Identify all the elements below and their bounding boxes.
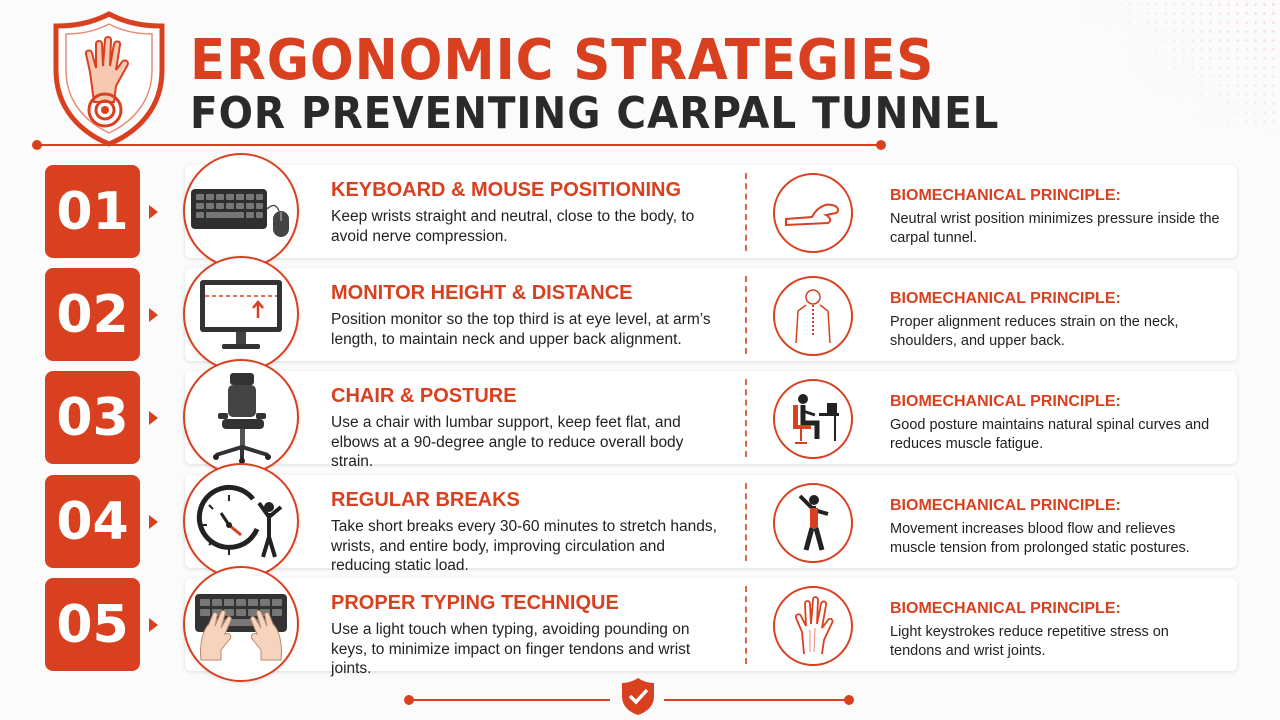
strategy-row-1 <box>45 165 1237 258</box>
keyboard-mouse-icon <box>183 153 299 269</box>
strategy-description: Take short breaks every 30-60 minutes to stretch hands, wrists, and entire body, improving circulation and reducing static load. <box>331 518 717 574</box>
arrow-icon <box>149 411 158 425</box>
principle-label: BIOMECHANICAL PRINCIPLE: <box>890 497 1121 514</box>
strategy-title: REGULAR BREAKS <box>331 489 520 511</box>
footer-divider-right <box>664 699 848 701</box>
principle-text: Light keystrokes reduce repetitive stress on tendons and wrist joints. <box>890 624 1169 659</box>
timer-stretch-icon <box>183 463 299 579</box>
strategy-description: Use a chair with lumbar support, keep feet flat, and elbows at a 90-degree angle to reduce overall body strain. <box>331 414 684 470</box>
decorative-dot-pattern <box>1080 0 1280 130</box>
arrow-icon <box>149 308 158 322</box>
dashed-divider <box>745 483 747 561</box>
strategy-title: KEYBOARD & MOUSE POSITIONING <box>331 179 682 201</box>
strategy-number: 05 <box>45 578 140 671</box>
stretching-figure-icon <box>773 483 853 563</box>
principle-label: BIOMECHANICAL PRINCIPLE: <box>890 187 1121 204</box>
header-divider-dot <box>876 140 886 150</box>
header-divider-dot <box>32 140 42 150</box>
strategy-title: MONITOR HEIGHT & DISTANCE <box>331 282 633 304</box>
strategy-number: 04 <box>45 475 140 568</box>
dashed-divider <box>745 173 747 251</box>
spine-alignment-icon <box>773 276 853 356</box>
strategy-row-3 <box>45 371 1237 470</box>
seated-posture-icon <box>773 379 853 459</box>
principle-label: BIOMECHANICAL PRINCIPLE: <box>890 600 1121 617</box>
footer-divider-dot <box>404 695 414 705</box>
footer-divider-left <box>410 699 610 701</box>
principle-text: Proper alignment reduces strain on the neck, shoulders, and upper back. <box>890 314 1179 349</box>
dashed-divider <box>745 379 747 457</box>
shield-hand-logo-icon <box>50 10 168 148</box>
strategy-number: 02 <box>45 268 140 361</box>
strategy-description: Use a light touch when typing, avoiding pounding on keys, to minimize impact on finger tendons and wrist joints. <box>331 621 691 677</box>
arrow-icon <box>149 205 158 219</box>
hand-tendons-icon <box>773 586 853 666</box>
typing-hands-icon <box>183 566 299 682</box>
shield-check-icon <box>620 676 656 716</box>
strategy-description: Keep wrists straight and neutral, close to the body, to avoid nerve compression. <box>331 208 695 245</box>
header-divider <box>38 144 880 146</box>
page-title: ERGONOMIC STRATEGIES <box>190 28 935 93</box>
dashed-divider <box>745 276 747 354</box>
principle-label: BIOMECHANICAL PRINCIPLE: <box>890 290 1121 307</box>
neutral-wrist-icon <box>773 173 853 253</box>
strategy-row-5 <box>45 578 1237 677</box>
page-subtitle: FOR PREVENTING CARPAL TUNNEL <box>190 88 1000 139</box>
dashed-divider <box>745 586 747 664</box>
strategy-row-2 <box>45 268 1237 361</box>
principle-label: BIOMECHANICAL PRINCIPLE: <box>890 393 1121 410</box>
office-chair-icon <box>183 359 299 475</box>
arrow-icon <box>149 618 158 632</box>
strategy-row-4 <box>45 475 1237 574</box>
arrow-icon <box>149 515 158 529</box>
strategy-number: 03 <box>45 371 140 464</box>
principle-text: Movement increases blood flow and relieves muscle tension from prolonged static postures. <box>890 521 1190 556</box>
principle-text: Good posture maintains natural spinal curves and reduces muscle fatigue. <box>890 417 1210 452</box>
strategy-number: 01 <box>45 165 140 258</box>
strategy-description: Position monitor so the top third is at eye level, at arm’s length, to maintain neck and upper back alignment. <box>331 311 711 348</box>
monitor-icon <box>183 256 299 372</box>
strategy-title: CHAIR & POSTURE <box>331 385 517 407</box>
strategy-title: PROPER TYPING TECHNIQUE <box>331 592 619 614</box>
principle-text: Neutral wrist position minimizes pressure inside the carpal tunnel. <box>890 211 1220 246</box>
footer-divider-dot <box>844 695 854 705</box>
